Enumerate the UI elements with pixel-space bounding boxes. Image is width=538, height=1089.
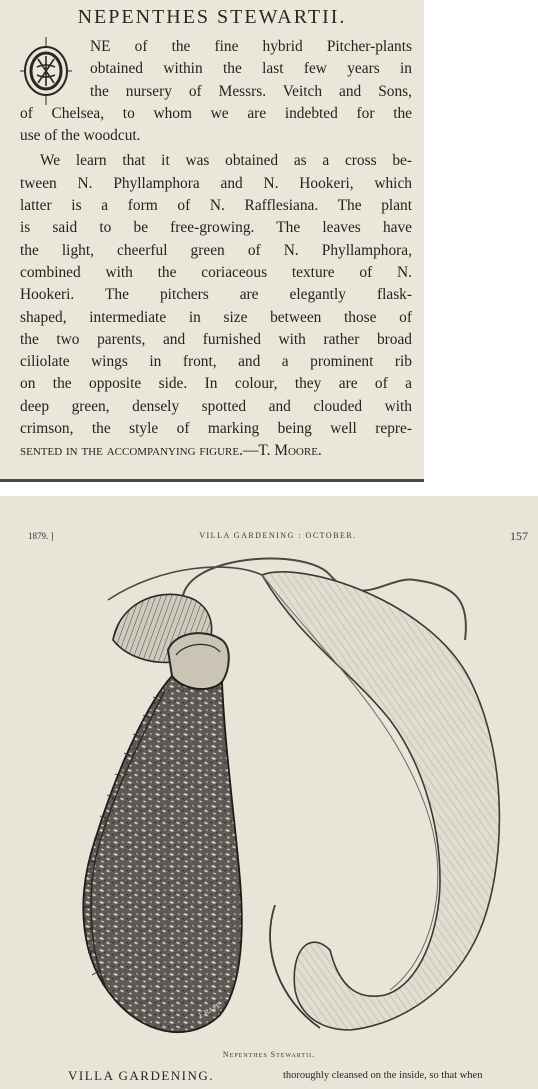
article-line: ciliolate wings in front, and a prominent rib — [20, 353, 412, 371]
article-line: NE of the fine hybrid Pitcher-plants — [90, 38, 412, 55]
year-mark: 1879. ] — [28, 531, 54, 541]
figure-caption: Nepenthes Stewartii. — [222, 1050, 316, 1059]
article-line: combined with the coriaceous texture of N. — [20, 263, 412, 281]
article-line: latter is a form of N. Rafflesiana. The plant — [20, 197, 412, 215]
section-heading: VILLA GARDENING. — [68, 1068, 215, 1083]
article-line: of Chelsea, to whom we are indebted for the — [20, 104, 412, 122]
pitcher-body — [83, 676, 242, 1032]
article-line: the two parents, and furnished with rather broad — [20, 330, 412, 348]
leaf — [262, 572, 499, 1030]
article-line: use of the woodcut. — [20, 127, 141, 145]
article-line: crimson, the style of marking being well repre- — [20, 420, 412, 438]
article-line: Hookeri. The pitchers are elegantly flask- — [20, 286, 412, 304]
article-line: sented in the accompanying figure.—T. Moore. — [20, 442, 322, 460]
next-column-text: thoroughly cleansed on the inside, so that when — [283, 1070, 483, 1081]
article-line: on the opposite side. In colour, they are of a — [20, 375, 412, 393]
running-head-title: VILLA GARDENING : OCTOBER. — [199, 531, 357, 540]
article-line: the nursery of Messrs. Veitch and Sons, — [90, 82, 412, 100]
article-line: obtained within the last few years in — [90, 60, 412, 78]
article-line: deep green, densely spotted and clouded with — [20, 397, 412, 415]
page-number: 157 — [510, 529, 528, 543]
article-line: tween N. Phyllamphora and N. Hookeri, which — [20, 174, 412, 192]
article-line: shaped, intermediate in size between those of — [20, 308, 412, 326]
engraver-signature: J. RAFE — [197, 1001, 223, 1020]
article-line: We learn that it was obtained as a cross be- — [40, 152, 412, 170]
article-line: the light, cheerful green of N. Phyllamphora, — [20, 241, 412, 259]
article-title: NEPENTHES STEWARTII. — [77, 6, 347, 28]
article-line: is said to be free-growing. The leaves have — [20, 219, 412, 237]
